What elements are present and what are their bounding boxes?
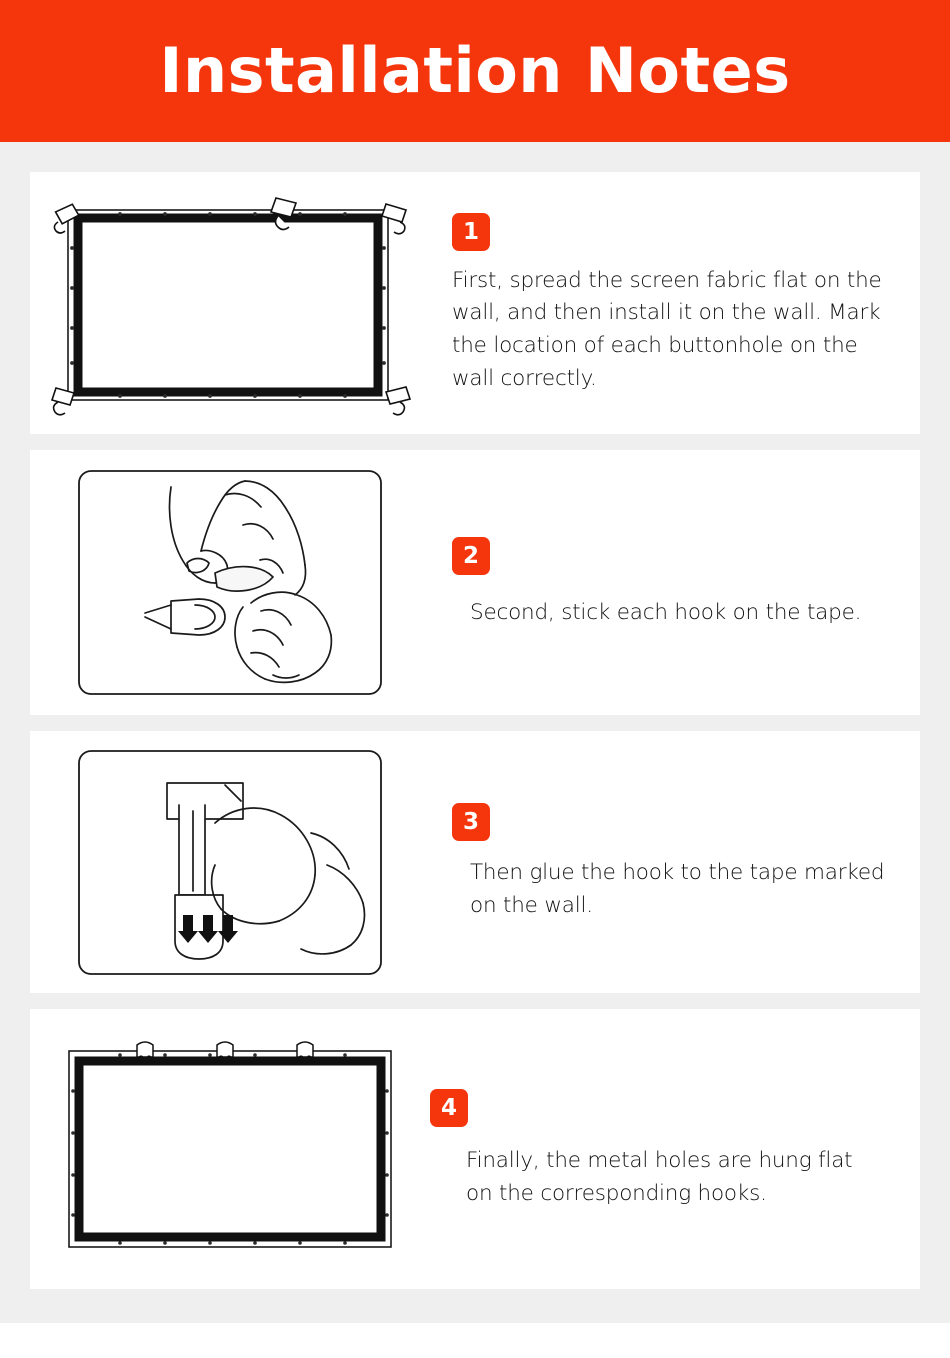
step-1-text-column — [430, 211, 920, 396]
page-header — [0, 0, 950, 142]
step-3-number-badge: 3 — [452, 803, 490, 841]
step-2-text: Second, stick each hook on the tape. — [470, 600, 862, 626]
step-card-3 — [30, 731, 920, 993]
step-4-text-column — [430, 1087, 920, 1210]
step-1-illustration — [30, 188, 430, 418]
step-card-2 — [30, 450, 920, 715]
screen-hung-flat-on-hooks-icon — [45, 1029, 415, 1269]
finger-pressing-hook-onto-wall-icon — [75, 745, 385, 980]
step-1-text: First, spread the screen fabric flat on the wall, and then install it on the wall. Mark the location of each buttonhole on the wall correctly. — [452, 267, 882, 391]
step-card-4 — [30, 1009, 920, 1289]
step-4-text: Finally, the metal holes are hung flat on the corresponding hooks. — [466, 1148, 853, 1206]
step-card-1 — [30, 172, 920, 434]
page-title: Installation Notes — [159, 34, 791, 107]
projector-screen-with-corner-hooks-icon — [40, 188, 420, 418]
down-arrows-icon — [178, 915, 238, 943]
step-3-text: Then glue the hook to the tape marked on the wall. — [470, 860, 885, 918]
step-3-illustration — [30, 745, 430, 980]
step-2-text-column — [430, 535, 922, 630]
hands-peeling-tape-onto-hook-icon — [75, 465, 385, 700]
step-4-illustration — [30, 1029, 430, 1269]
step-2-number-badge: 2 — [452, 537, 490, 575]
step-2-illustration — [30, 465, 430, 700]
step-3-text-column — [430, 801, 922, 922]
step-1-number-badge: 1 — [452, 213, 490, 251]
steps-container — [0, 142, 950, 1323]
step-4-number-badge: 4 — [430, 1089, 468, 1127]
